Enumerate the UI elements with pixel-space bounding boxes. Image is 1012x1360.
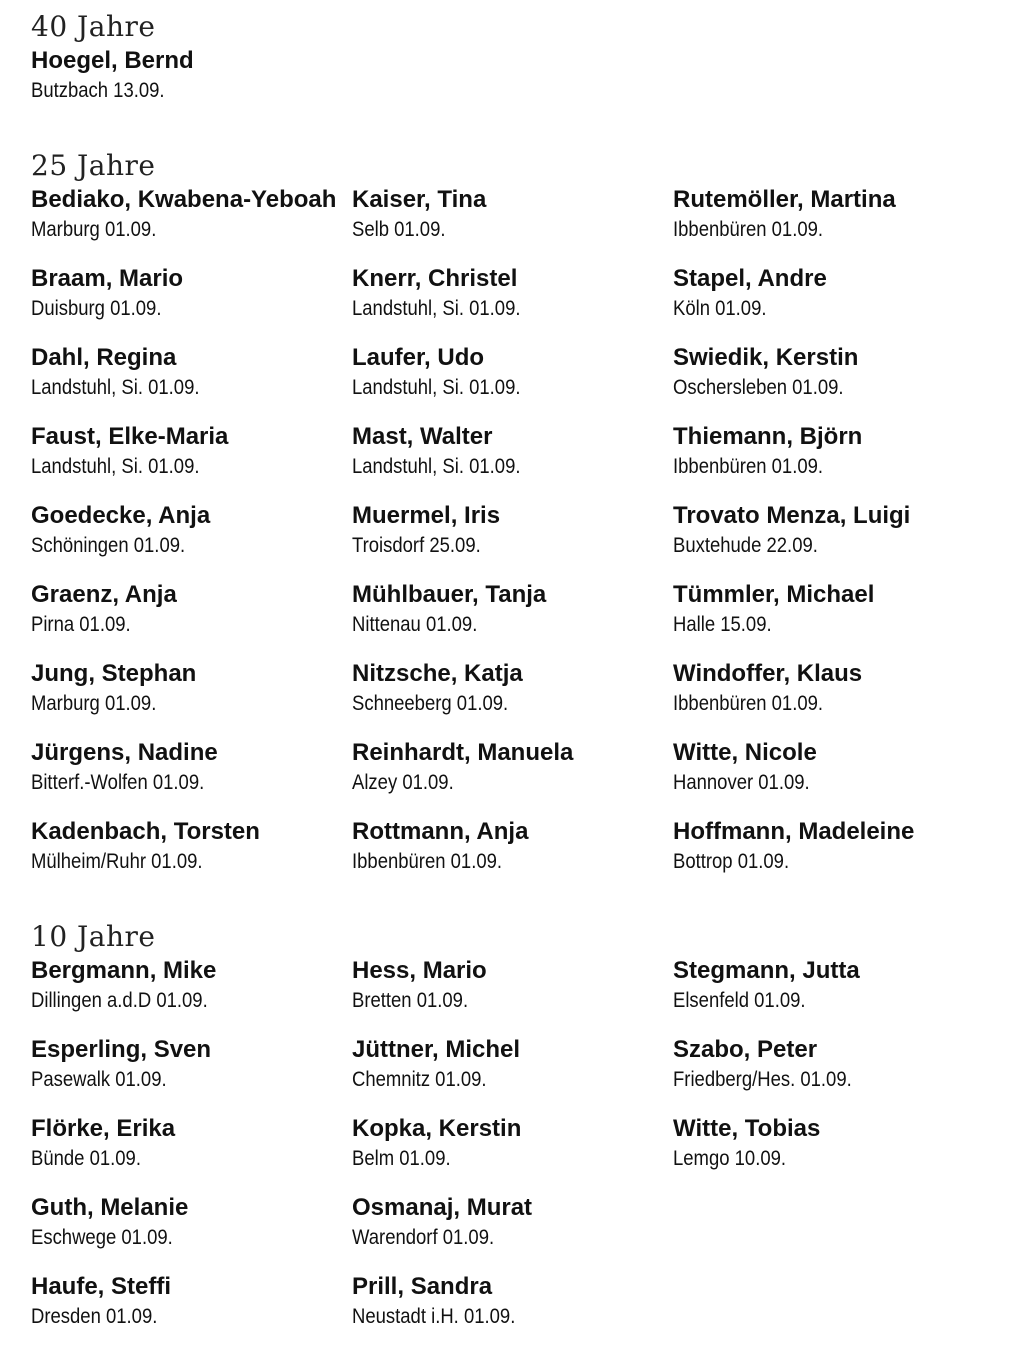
list-item <box>352 817 673 896</box>
list-item <box>31 1035 352 1114</box>
location-date: Selb 01.09. <box>352 218 446 241</box>
person-name: Mast, Walter <box>352 423 493 450</box>
list-item <box>673 956 991 1035</box>
location-date: Ibbenbüren 01.09. <box>673 692 824 715</box>
location-date: Bottrop 01.09. <box>673 850 790 873</box>
empty-slot <box>673 1193 991 1272</box>
list-item <box>31 1193 352 1272</box>
person-name: Witte, Nicole <box>673 739 817 766</box>
list-item <box>31 1272 352 1351</box>
location-date: Schöningen 01.09. <box>31 534 186 557</box>
location-date: Belm 01.09. <box>352 1147 451 1170</box>
person-name: Rottmann, Anja <box>352 818 529 845</box>
section-title: 40 Jahre <box>31 10 156 43</box>
location-date: Lemgo 10.09. <box>673 1147 787 1170</box>
location-date: Alzey 01.09. <box>352 771 454 794</box>
list-item <box>31 817 352 896</box>
location-date: Dresden 01.09. <box>31 1305 158 1328</box>
location-date: Elsenfeld 01.09. <box>673 989 806 1012</box>
location-date: Butzbach 13.09. <box>31 79 165 102</box>
list-item <box>673 264 991 343</box>
list-item <box>352 1193 673 1272</box>
person-name: Swiedik, Kerstin <box>673 344 859 371</box>
location-date: Duisburg 01.09. <box>31 297 162 320</box>
location-date: Köln 01.09. <box>673 297 767 320</box>
list-item <box>31 659 352 738</box>
list-item <box>31 738 352 817</box>
person-name: Kadenbach, Torsten <box>31 818 260 845</box>
person-name: Graenz, Anja <box>31 581 177 608</box>
person-name: Esperling, Sven <box>31 1036 212 1063</box>
person-name: Jürgens, Nadine <box>31 739 218 766</box>
location-date: Nittenau 01.09. <box>352 613 478 636</box>
person-name: Stegmann, Jutta <box>673 957 860 984</box>
person-name: Bediako, Kwabena-Yeboah <box>31 186 337 213</box>
list-item <box>31 422 352 501</box>
list-item <box>673 1114 991 1193</box>
person-name: Bergmann, Mike <box>31 957 217 984</box>
location-date: Landstuhl, Si. 01.09. <box>352 376 521 399</box>
list-item <box>31 1114 352 1193</box>
location-date: Bitterf.-Wolfen 01.09. <box>31 771 205 794</box>
list-item <box>31 343 352 422</box>
person-name: Jüttner, Michel <box>352 1036 521 1063</box>
location-date: Marburg 01.09. <box>31 218 157 241</box>
person-name: Muermel, Iris <box>352 502 501 529</box>
location-date: Hannover 01.09. <box>673 771 810 794</box>
list-item <box>673 343 991 422</box>
location-date: Pasewalk 01.09. <box>31 1068 167 1091</box>
person-name: Szabo, Peter <box>673 1036 818 1063</box>
location-date: Warendorf 01.09. <box>352 1226 495 1249</box>
list-item <box>352 1272 673 1351</box>
entry-grid <box>31 46 991 125</box>
list-item <box>673 185 991 264</box>
list-item <box>352 1114 673 1193</box>
location-date: Ibbenbüren 01.09. <box>352 850 503 873</box>
location-date: Mülheim/Ruhr 01.09. <box>31 850 203 873</box>
person-name: Windoffer, Klaus <box>673 660 863 687</box>
location-date: Friedberg/Hes. 01.09. <box>673 1068 852 1091</box>
location-date: Schneeberg 01.09. <box>352 692 509 715</box>
person-name: Guth, Melanie <box>31 1194 189 1221</box>
person-name: Mühlbauer, Tanja <box>352 581 547 608</box>
list-item <box>352 422 673 501</box>
person-name: Stapel, Andre <box>673 265 827 292</box>
location-date: Landstuhl, Si. 01.09. <box>31 376 200 399</box>
list-item <box>352 343 673 422</box>
person-name: Osmanaj, Murat <box>352 1194 533 1221</box>
section-title: 25 Jahre <box>31 149 156 182</box>
list-item <box>352 956 673 1035</box>
section-25-jahre <box>31 151 991 896</box>
list-item <box>673 501 991 580</box>
list-item <box>352 1035 673 1114</box>
list-item <box>31 501 352 580</box>
person-name: Reinhardt, Manuela <box>352 739 574 766</box>
person-name: Haufe, Steffi <box>31 1273 172 1300</box>
person-name: Thiemann, Björn <box>673 423 863 450</box>
person-name: Jung, Stephan <box>31 660 197 687</box>
person-name: Hoegel, Bernd <box>31 47 194 74</box>
person-name: Dahl, Regina <box>31 344 177 371</box>
person-name: Hess, Mario <box>352 957 487 984</box>
person-name: Trovato Menza, Luigi <box>673 502 911 529</box>
person-name: Witte, Tobias <box>673 1115 821 1142</box>
entry-grid <box>31 185 991 896</box>
section-10-jahre <box>31 922 991 1351</box>
location-date: Oschersleben 01.09. <box>673 376 844 399</box>
person-name: Goedecke, Anja <box>31 502 211 529</box>
location-date: Bünde 01.09. <box>31 1147 141 1170</box>
list-item <box>673 817 991 896</box>
list-item <box>673 738 991 817</box>
person-name: Faust, Elke-Maria <box>31 423 229 450</box>
location-date: Pirna 01.09. <box>31 613 131 636</box>
person-name: Prill, Sandra <box>352 1273 493 1300</box>
location-date: Ibbenbüren 01.09. <box>673 218 824 241</box>
location-date: Marburg 01.09. <box>31 692 157 715</box>
location-date: Halle 15.09. <box>673 613 772 636</box>
list-item <box>352 264 673 343</box>
person-name: Kopka, Kerstin <box>352 1115 522 1142</box>
person-name: Laufer, Udo <box>352 344 485 371</box>
list-item <box>31 580 352 659</box>
location-date: Troisdorf 25.09. <box>352 534 481 557</box>
person-name: Hoffmann, Madeleine <box>673 818 915 845</box>
list-item <box>673 659 991 738</box>
location-date: Eschwege 01.09. <box>31 1226 173 1249</box>
person-name: Nitzsche, Katja <box>352 660 523 687</box>
location-date: Chemnitz 01.09. <box>352 1068 487 1091</box>
list-item <box>31 264 352 343</box>
person-name: Braam, Mario <box>31 265 184 292</box>
list-item <box>352 501 673 580</box>
location-date: Buxtehude 22.09. <box>673 534 818 557</box>
list-item <box>352 185 673 264</box>
person-name: Knerr, Christel <box>352 265 518 292</box>
location-date: Landstuhl, Si. 01.09. <box>352 455 521 478</box>
location-date: Landstuhl, Si. 01.09. <box>31 455 200 478</box>
person-name: Kaiser, Tina <box>352 186 487 213</box>
list-item <box>673 580 991 659</box>
location-date: Landstuhl, Si. 01.09. <box>352 297 521 320</box>
list-item <box>352 580 673 659</box>
entry-grid <box>31 956 991 1351</box>
location-date: Dillingen a.d.D 01.09. <box>31 989 208 1012</box>
person-name: Flörke, Erika <box>31 1115 176 1142</box>
list-item <box>31 46 352 125</box>
section-title: 10 Jahre <box>31 920 156 953</box>
list-item <box>673 422 991 501</box>
location-date: Neustadt i.H. 01.09. <box>352 1305 516 1328</box>
list-item <box>31 185 352 264</box>
section-40-jahre <box>31 12 991 125</box>
location-date: Ibbenbüren 01.09. <box>673 455 824 478</box>
list-item <box>31 956 352 1035</box>
list-item <box>673 1035 991 1114</box>
list-item <box>352 659 673 738</box>
location-date: Bretten 01.09. <box>352 989 469 1012</box>
list-item <box>352 738 673 817</box>
person-name: Tümmler, Michael <box>673 581 875 608</box>
person-name: Rutemöller, Martina <box>673 186 896 213</box>
